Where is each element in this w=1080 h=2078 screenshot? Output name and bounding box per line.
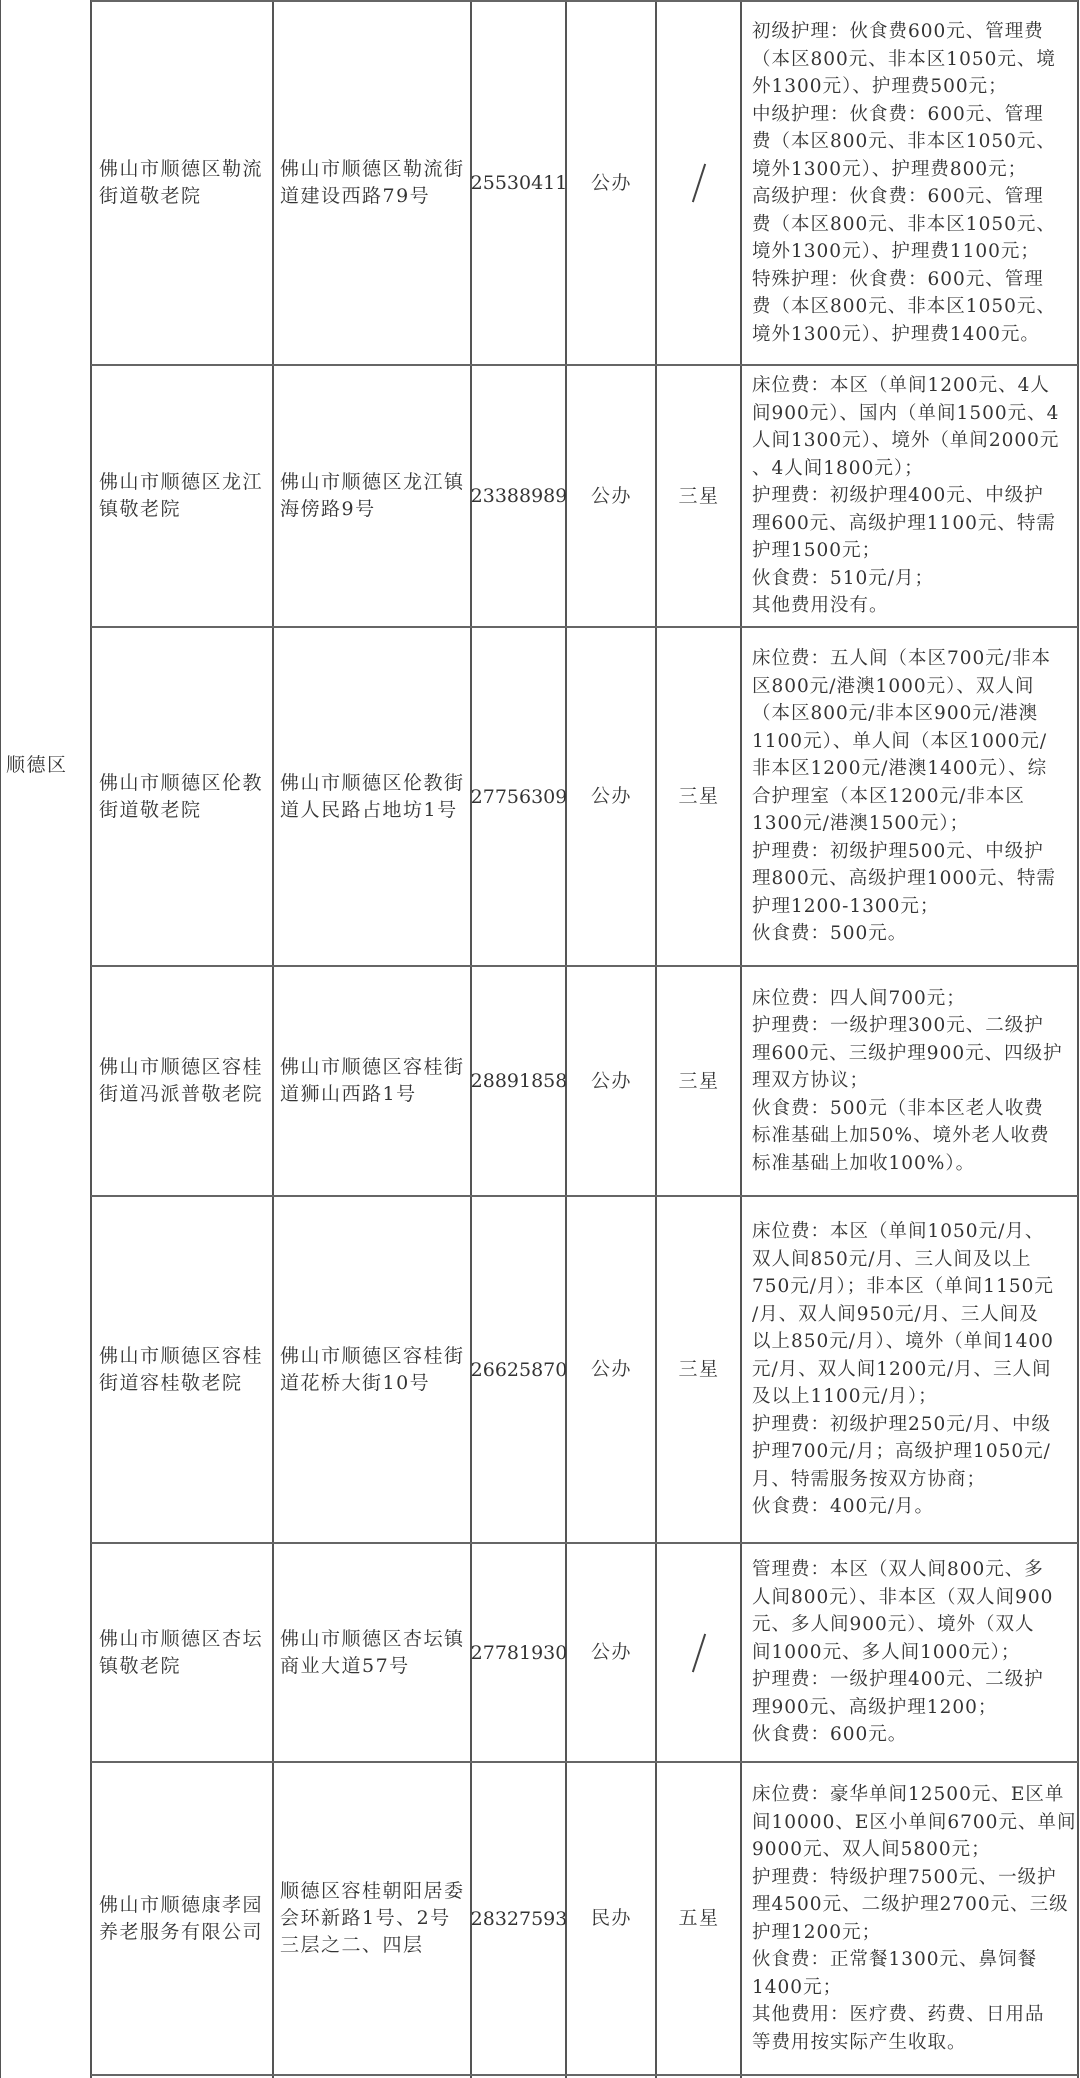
institution-type: 公办 bbox=[590, 171, 632, 194]
institution-name-cell bbox=[93, 1544, 272, 1761]
fee-line: 费（本区800元、非本区1050元、 bbox=[752, 131, 1056, 152]
column-divider bbox=[272, 0, 274, 2078]
column-divider bbox=[470, 0, 472, 2078]
institution-type: 公办 bbox=[590, 1069, 632, 1092]
fee-line: 标准基础上加收100%）。 bbox=[752, 1152, 976, 1174]
institution-name-cell bbox=[93, 1763, 272, 2074]
fee-line: 境外1300元）、护理费1400元。 bbox=[752, 323, 1040, 345]
institution-name-cell bbox=[93, 2, 272, 364]
fee-line: 费（本区800元、非本区1050元、 bbox=[752, 296, 1056, 317]
fee-line: 伙食费：510元/月； bbox=[752, 567, 935, 589]
fee-line: 间900元）、国内（单间1500元、4 bbox=[752, 402, 1060, 424]
fee-details-cell bbox=[743, 967, 1077, 1195]
fee-line: 理600元、三级护理900元、四级护 bbox=[752, 1042, 1063, 1064]
fee-line: 境外1300元）、护理费800元； bbox=[752, 158, 1028, 180]
fee-line: 外1300元）、护理费500元； bbox=[752, 76, 1008, 97]
fee-details-cell bbox=[743, 1197, 1077, 1542]
institution-name-cell bbox=[93, 366, 272, 626]
fee-line: 护理1200元； bbox=[752, 1921, 882, 1943]
address-cell bbox=[275, 967, 470, 1195]
fee-line: 床位费：四人间700元； bbox=[752, 987, 966, 1009]
institution-name-cell bbox=[93, 967, 272, 1195]
fee-line: 伙食费：500元。 bbox=[752, 923, 908, 945]
fee-line: 理800元、高级护理1000元、特需 bbox=[752, 868, 1056, 890]
institution-name: 佛山市顺德区伦教街道敬老院 bbox=[99, 771, 264, 821]
phone-cell bbox=[470, 1763, 568, 2074]
fee-line: 费（本区800元、非本区1050元、 bbox=[752, 213, 1056, 235]
fee-details-cell bbox=[743, 1763, 1077, 2074]
column-divider bbox=[565, 0, 567, 2078]
fee-line: 伙食费：600元。 bbox=[752, 1724, 908, 1746]
institution-name: 佛山市顺德区勒流街道敬老院 bbox=[99, 158, 264, 207]
column-divider bbox=[1077, 0, 1079, 2078]
fee-line: 以上850元/月）、境外（单间1400 bbox=[752, 1331, 1054, 1353]
institution-name-cell bbox=[93, 1197, 272, 1542]
fee-line: 护理700元/月；高级护理1050元/ bbox=[752, 1441, 1051, 1463]
phone-number: 26625870 bbox=[470, 1358, 568, 1381]
fee-line: 护理1200-1300元； bbox=[752, 895, 940, 917]
fee-line: 床位费：本区（单间1200元、4人 bbox=[752, 375, 1050, 397]
institution-type: 民办 bbox=[590, 1907, 632, 1929]
address-cell bbox=[275, 1763, 470, 2074]
rating-cell bbox=[658, 967, 740, 1195]
type-cell bbox=[568, 967, 655, 1195]
fee-line: 管理费：本区（双人间800元、多 bbox=[752, 1559, 1044, 1581]
fee-line: 1100元）、单人间（本区1000元/ bbox=[752, 730, 1048, 752]
fee-line: /月、双人间950元/月、三人间及 bbox=[752, 1303, 1039, 1325]
phone-number: 27756309 bbox=[470, 785, 568, 808]
fee-line: 理双方协议； bbox=[752, 1070, 870, 1092]
institution-name: 佛山市顺德康孝园养老服务有限公司 bbox=[99, 1893, 264, 1943]
type-cell bbox=[568, 1544, 655, 1761]
fee-line: 合护理室（本区1200元/非本区 bbox=[752, 785, 1025, 807]
type-cell bbox=[568, 2, 655, 364]
star-rating: 五星 bbox=[678, 1907, 720, 1929]
rating-cell bbox=[658, 1763, 740, 2074]
address: 顺德区容桂朝阳居委会环新路1号、2号三层之二、四层 bbox=[280, 1880, 465, 1956]
address-cell bbox=[275, 366, 470, 626]
fee-lines bbox=[752, 1556, 1053, 1749]
fee-line: 中级护理：伙食费：600元、管理 bbox=[752, 103, 1044, 125]
address: 佛山市顺德区伦教街道人民路占地坊1号 bbox=[280, 771, 465, 821]
column-divider bbox=[655, 0, 657, 2078]
institution-name: 佛山市顺德区容桂街道容桂敬老院 bbox=[99, 1344, 264, 1394]
phone-number: 25530411 bbox=[470, 172, 568, 194]
fee-line: 1400元； bbox=[752, 1976, 843, 1998]
phone-number: 27781930 bbox=[470, 1641, 568, 1664]
star-rating: 三星 bbox=[678, 484, 720, 507]
no-rating-slash bbox=[692, 1633, 706, 1672]
type-cell bbox=[568, 366, 655, 626]
fee-line: 人间1300元）、境外（单间2000元 bbox=[752, 430, 1060, 452]
fee-line: 元、多人间900元）、境外（双人 bbox=[752, 1614, 1035, 1636]
phone-cell bbox=[470, 1544, 568, 1761]
phone-number: 28891858 bbox=[470, 1070, 568, 1092]
fee-line: 元/月、双人间1200元/月、三人间 bbox=[752, 1358, 1052, 1380]
institution-type: 公办 bbox=[590, 484, 632, 507]
phone-cell bbox=[470, 2, 568, 364]
fee-line: 理4500元、二级护理2700元、三级 bbox=[752, 1894, 1069, 1915]
fee-line: 境外1300元）、护理费1100元； bbox=[752, 241, 1040, 262]
rating-cell bbox=[658, 1544, 740, 1761]
fee-line: 护理费：一级护理300元、二级护 bbox=[752, 1015, 1044, 1037]
institution-type: 公办 bbox=[590, 1358, 632, 1380]
fee-line: 间1000元、多人间1000元）； bbox=[752, 1641, 1021, 1663]
rating-cell bbox=[658, 1197, 740, 1542]
fee-details-cell bbox=[743, 1544, 1077, 1761]
rating-cell bbox=[658, 2, 740, 364]
phone-cell bbox=[470, 1197, 568, 1542]
fee-line: 理600元、高级护理1100元、特需 bbox=[752, 512, 1056, 534]
district-cell: 顺德区 bbox=[6, 754, 68, 776]
institution-type: 公办 bbox=[590, 785, 632, 807]
phone-cell bbox=[470, 366, 568, 626]
fee-line: 双人间850元/月、三人间及以上 bbox=[752, 1248, 1032, 1270]
fee-line: 非本区1200元/港澳1400元）、综 bbox=[752, 758, 1048, 780]
star-rating: 三星 bbox=[678, 1358, 720, 1380]
fee-details-cell bbox=[743, 2, 1077, 364]
type-cell bbox=[568, 1763, 655, 2074]
fee-line: 伙食费：500元（非本区老人收费 bbox=[752, 1097, 1044, 1119]
fee-line: 护理1500元； bbox=[752, 540, 882, 562]
fee-line: 及以上1100元/月）； bbox=[752, 1386, 938, 1408]
fee-details-cell bbox=[743, 628, 1077, 965]
institution-name: 佛山市顺德区容桂街道冯派普敬老院 bbox=[99, 1056, 264, 1105]
phone-cell bbox=[470, 967, 568, 1195]
fee-line: 间10000、E区小单间6700元、单间 bbox=[752, 1811, 1077, 1833]
fee-line: 750元/月）；非本区（单间1150元 bbox=[752, 1276, 1054, 1298]
fee-line: 理900元、高级护理1200； bbox=[752, 1696, 998, 1718]
address-cell bbox=[275, 2, 470, 364]
type-cell bbox=[568, 1197, 655, 1542]
star-rating: 三星 bbox=[678, 785, 720, 807]
address: 佛山市顺德区龙江镇海傍路9号 bbox=[280, 471, 465, 520]
fee-line: 护理费：一级护理400元、二级护 bbox=[752, 1669, 1044, 1691]
fee-line: 护理费：初级护理400元、中级护 bbox=[752, 485, 1044, 507]
star-rating: 三星 bbox=[678, 1069, 720, 1092]
fee-line: 、4人间1800元）； bbox=[752, 457, 924, 479]
institution-type: 公办 bbox=[590, 1641, 632, 1663]
address-cell bbox=[275, 1544, 470, 1761]
fee-lines bbox=[752, 1781, 1076, 2056]
fee-line: 月、特需服务按双方协商； bbox=[752, 1468, 987, 1490]
fee-line: 人间800元）、非本区（双人间900 bbox=[752, 1586, 1054, 1608]
institution-name-cell bbox=[93, 628, 272, 965]
fee-line: 其他费用没有。 bbox=[752, 595, 889, 617]
rating-cell bbox=[658, 366, 740, 626]
fee-line: 床位费：五人间（本区700元/非本 bbox=[752, 648, 1052, 670]
fee-line: 护理费：初级护理250元/月、中级 bbox=[752, 1413, 1052, 1435]
column-divider bbox=[0, 0, 1, 2078]
fee-lines bbox=[752, 18, 1056, 348]
fee-details-cell bbox=[743, 366, 1077, 626]
address-cell bbox=[275, 1197, 470, 1542]
column-divider bbox=[740, 0, 742, 2078]
fee-line: 床位费：本区（单间1050元/月、 bbox=[752, 1221, 1045, 1243]
fee-line: 特殊护理：伙食费：600元、管理 bbox=[752, 268, 1044, 290]
fee-line: 区800元/港澳1000元）、双人间 bbox=[752, 675, 1035, 697]
row-divider bbox=[91, 2074, 1078, 2076]
fee-lines bbox=[752, 372, 1059, 620]
fee-line: 标准基础上加50%、境外老人收费 bbox=[752, 1125, 1050, 1147]
fee-lines bbox=[752, 645, 1056, 948]
phone-number: 23388989 bbox=[470, 485, 568, 507]
column-divider bbox=[90, 0, 92, 2078]
type-cell bbox=[568, 628, 655, 965]
fee-line: （本区800元、非本区1050元、境 bbox=[752, 48, 1056, 70]
fee-line: 伙食费：正常餐1300元、鼻饲餐 bbox=[752, 1949, 1038, 1970]
fee-line: 1300元/港澳1500元）； bbox=[752, 813, 970, 835]
phone-number: 28327593 bbox=[470, 1907, 568, 1930]
fee-line: 护理费：初级护理500元、中级护 bbox=[752, 840, 1044, 862]
address: 佛山市顺德区容桂街道花桥大街10号 bbox=[280, 1344, 465, 1394]
fee-lines bbox=[752, 985, 1063, 1178]
fee-line: 高级护理：伙食费：600元、管理 bbox=[752, 186, 1044, 207]
rating-cell bbox=[658, 628, 740, 965]
no-rating-slash bbox=[692, 164, 706, 203]
fee-line: 其他费用：医疗费、药费、日用品 bbox=[752, 2004, 1045, 2025]
address: 佛山市顺德区容桂街道狮山西路1号 bbox=[280, 1056, 465, 1105]
fee-lines bbox=[752, 1218, 1054, 1521]
phone-cell bbox=[470, 628, 568, 965]
address: 佛山市顺德区勒流街道建设西路79号 bbox=[280, 158, 465, 207]
fee-line: （本区800元/非本区900元/港澳 bbox=[752, 703, 1039, 725]
fee-line: 等费用按实际产生收取。 bbox=[752, 2031, 967, 2053]
institution-name: 佛山市顺德区龙江镇敬老院 bbox=[99, 471, 264, 520]
fee-line: 床位费：豪华单间12500元、E区单 bbox=[752, 1784, 1065, 1805]
address-cell bbox=[275, 628, 470, 965]
address: 佛山市顺德区杏坛镇商业大道57号 bbox=[280, 1627, 465, 1677]
fee-line: 初级护理：伙食费600元、管理费 bbox=[752, 21, 1044, 42]
fee-line: 护理费：特级护理7500元、一级护 bbox=[752, 1866, 1057, 1888]
institution-name: 佛山市顺德区杏坛镇敬老院 bbox=[99, 1627, 264, 1677]
fee-line: 9000元、双人间5800元； bbox=[752, 1839, 991, 1860]
fee-line: 伙食费：400元/月。 bbox=[752, 1496, 935, 1518]
